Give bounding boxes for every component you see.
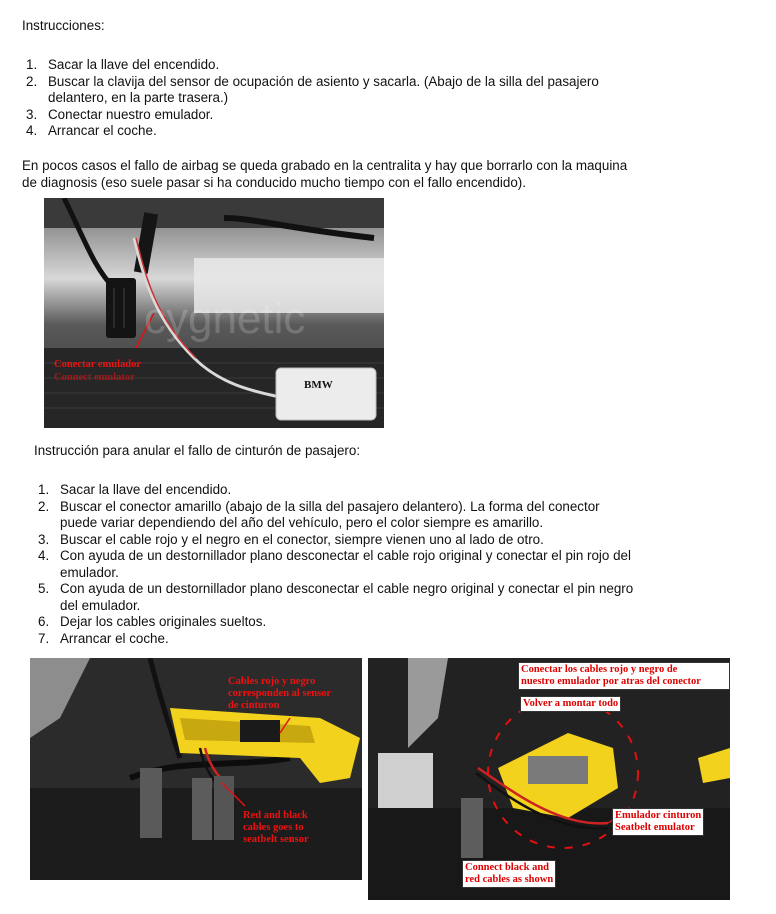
photo-yellow-connector <box>30 658 362 880</box>
label-line: nuestro emulador por atras del conector <box>521 676 701 687</box>
step-text: delantero, en la parte trasera.) <box>48 90 229 105</box>
label-line: Red and black <box>243 810 308 821</box>
steps-list-2 <box>34 482 754 647</box>
label-line: cables goes to <box>243 822 304 833</box>
step-text: puede variar dependiendo del año del vehículo, pero el color siempre es amarillo. <box>60 515 544 530</box>
step-text: Sacar la llave del encendido. <box>48 57 220 72</box>
label-remount: Volver a montar todo <box>520 696 621 712</box>
photo-emulator-connection <box>44 198 384 428</box>
label-cables-rojo-negro <box>228 676 331 712</box>
step-text: Buscar el conector amarillo (abajo de la silla del pasajero delantero). La forma del conector <box>60 498 600 514</box>
label-connect-cables <box>462 860 556 888</box>
step-text: Arrancar el coche. <box>60 630 169 646</box>
label-line: red cables as shown <box>465 874 554 885</box>
note-line: de diagnosis (eso suele pasar si ha conducido mucho tiempo con el fallo encendido). <box>22 174 526 190</box>
step-number: 2. <box>38 498 50 514</box>
list-item <box>34 614 754 631</box>
list-item <box>22 57 722 74</box>
emulator-box-label: BMW <box>304 379 333 391</box>
label-line: Conectar los cables rojo y negro de <box>521 664 678 675</box>
step-number: 7. <box>38 630 50 646</box>
label-line: Cables rojo y negro <box>228 676 316 687</box>
step-number: 6. <box>38 614 50 629</box>
label-connect-back <box>518 662 730 690</box>
list-item <box>34 532 754 549</box>
note-line: En pocos casos el fallo de airbag se queda grabado en la centralita y hay que borrarlo con la maquina <box>22 158 628 173</box>
label-line: Seatbelt emulator <box>615 822 695 833</box>
list-item <box>34 482 754 499</box>
photo-illustration <box>44 198 384 428</box>
watermark-text: cygnetic <box>144 294 306 343</box>
step-number: 1. <box>26 57 38 72</box>
list-item <box>34 631 754 648</box>
list-item <box>34 548 754 581</box>
list-item <box>34 581 754 614</box>
photo-emulator-installed <box>368 658 730 900</box>
note-paragraph <box>22 158 627 191</box>
step-number: 3. <box>26 106 38 122</box>
step-text: Arrancar el coche. <box>48 123 157 138</box>
step-number: 4. <box>38 548 50 563</box>
list-item <box>34 499 754 532</box>
step-number: 1. <box>38 482 50 497</box>
step-text: Sacar la llave del encendido. <box>60 482 232 497</box>
step-number: 2. <box>26 73 38 89</box>
annotation-connect-emulator: Conectar emulador <box>54 359 141 370</box>
step-number: 5. <box>38 581 50 596</box>
label-line: Emulador cinturon <box>615 810 702 821</box>
step-number: 3. <box>38 531 50 547</box>
step-text: emulador. <box>60 564 119 580</box>
step-text: Buscar la clavija del sensor de ocupación de asiento y sacarla. (Abajo de la silla del pasajero <box>48 73 599 89</box>
step-text: Con ayuda de un destornillador plano desconectar el cable negro original y conectar el pin negro <box>60 581 634 596</box>
list-item <box>22 123 722 140</box>
step-text: Con ayuda de un destornillador plano desconectar el cable rojo original y conectar el pin rojo del <box>60 548 631 563</box>
label-line: Connect black and <box>465 862 550 873</box>
heading-seatbelt: Instrucción para anular el fallo de cinturón de pasajero: <box>34 443 361 458</box>
step-number: 4. <box>26 123 38 138</box>
list-item <box>22 107 722 124</box>
step-text: Dejar los cables originales sueltos. <box>60 614 267 629</box>
list-item <box>22 74 722 107</box>
steps-list-1 <box>22 57 722 140</box>
label-line: seatbelt sensor <box>243 834 309 845</box>
label-seatbelt-emulator <box>612 808 704 836</box>
step-text: Buscar el cable rojo y el negro en el conector, siempre vienen uno al lado de otro. <box>60 531 544 547</box>
annotation-connect-emulator-en: Connect emulator <box>54 372 135 383</box>
label-line: de cinturon <box>228 700 280 711</box>
heading-instrucciones: Instrucciones: <box>22 18 105 33</box>
label-line: corresponden al sensor <box>228 688 332 699</box>
step-text: del emulador. <box>60 597 141 613</box>
step-text: Conectar nuestro emulador. <box>48 106 214 122</box>
label-red-black-cables <box>243 810 309 846</box>
